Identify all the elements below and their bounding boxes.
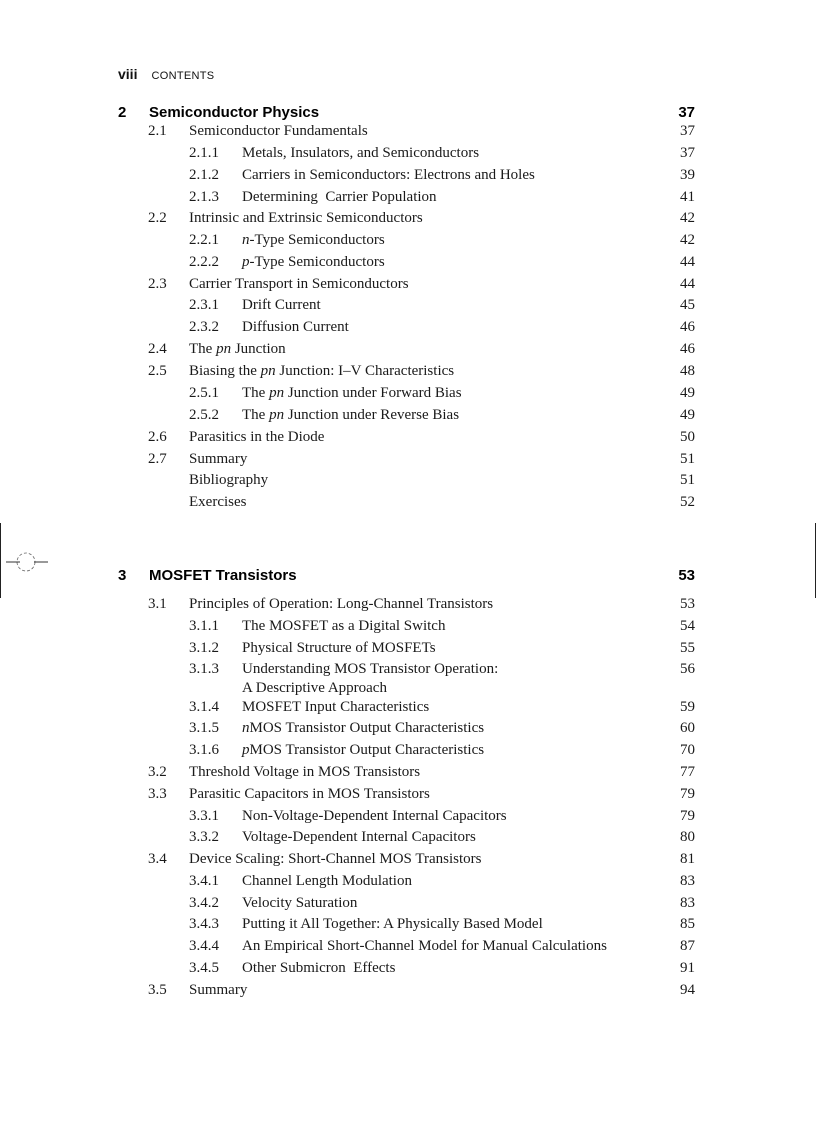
entry-page: 42 — [680, 232, 695, 248]
entry-title: Non-Voltage-Dependent Internal Capacitors — [242, 808, 507, 824]
entry-number: 2.1 — [148, 123, 167, 139]
entry-number: 2.1.3 — [189, 189, 219, 205]
toc-entry — [0, 167, 816, 187]
entry-number: 3.3 — [148, 786, 167, 802]
toc-entry-continuation — [0, 680, 816, 700]
entry-title: Carrier Transport in Semiconductors — [189, 276, 409, 292]
toc-entry — [0, 189, 816, 209]
entry-title-line2: A Descriptive Approach — [242, 680, 387, 696]
entry-page: 94 — [680, 982, 695, 998]
entry-number: 3.2 — [148, 764, 167, 780]
entry-number: 2.7 — [148, 451, 167, 467]
entry-page: 51 — [680, 451, 695, 467]
toc-entry — [0, 640, 816, 660]
entry-title: Summary — [189, 982, 248, 998]
entry-page: 55 — [680, 640, 695, 656]
entry-page: 83 — [680, 873, 695, 889]
entry-page: 42 — [680, 210, 695, 226]
page-number: viii — [118, 66, 138, 82]
entry-title: n-Type Semiconductors — [242, 232, 385, 248]
toc-entry — [0, 341, 816, 361]
entry-page: 83 — [680, 895, 695, 911]
entry-page: 51 — [680, 472, 695, 488]
entry-number: 2.5.1 — [189, 385, 219, 401]
entry-number: 3.3.2 — [189, 829, 219, 845]
entry-title: Channel Length Modulation — [242, 873, 412, 889]
toc-entry — [0, 254, 816, 274]
entry-page: 53 — [680, 596, 695, 612]
entry-number: 2.3.2 — [189, 319, 219, 335]
toc-entry — [0, 764, 816, 784]
toc-entry — [0, 786, 816, 806]
entry-title: The pn Junction under Reverse Bias — [242, 407, 460, 423]
toc-entry — [0, 742, 816, 762]
toc-entry — [0, 363, 816, 383]
entry-page: 46 — [680, 341, 695, 357]
entry-page: 87 — [680, 938, 695, 954]
entry-title: nMOS Transistor Output Characteristics — [242, 720, 485, 736]
toc-entry — [0, 895, 816, 915]
entry-number: 2.1.2 — [189, 167, 219, 183]
entry-page: 54 — [680, 618, 695, 634]
entry-page: 70 — [680, 742, 695, 758]
entry-number: 3.4.5 — [189, 960, 219, 976]
entry-page: 81 — [680, 851, 695, 867]
entry-page: 48 — [680, 363, 695, 379]
chapter-page: 53 — [678, 567, 695, 584]
toc-entry — [0, 661, 816, 681]
entry-page: 77 — [680, 764, 695, 780]
toc-entry — [0, 429, 816, 449]
entry-title: Parasitic Capacitors in MOS Transistors — [189, 786, 430, 802]
entry-number: 3.1.5 — [189, 720, 219, 736]
toc-entry — [0, 232, 816, 252]
crop-mark-left — [0, 523, 1, 598]
running-head: CONTENTS — [151, 70, 215, 82]
entry-number: 3.1.3 — [189, 661, 219, 677]
entry-number: 2.2.1 — [189, 232, 219, 248]
entry-page: 44 — [680, 254, 695, 270]
entry-number: 2.2 — [148, 210, 167, 226]
entry-title: Summary — [189, 451, 248, 467]
entry-number: 2.6 — [148, 429, 167, 445]
toc-entry — [0, 720, 816, 740]
entry-title: Metals, Insulators, and Semiconductors — [242, 145, 480, 161]
chapter-title: MOSFET Transistors — [149, 567, 297, 584]
toc-entry — [0, 699, 816, 719]
entry-title: Diffusion Current — [242, 319, 349, 335]
entry-number: 3.3.1 — [189, 808, 219, 824]
toc-entry — [0, 451, 816, 471]
entry-number: 3.1.2 — [189, 640, 219, 656]
entry-title: Determining Carrier Population — [242, 189, 437, 205]
toc-entry — [0, 145, 816, 165]
entry-title: Voltage-Dependent Internal Capacitors — [242, 829, 476, 845]
toc-entry — [0, 494, 816, 514]
entry-title: The pn Junction under Forward Bias — [242, 385, 462, 401]
entry-title: Understanding MOS Transistor Operation: — [242, 661, 499, 677]
entry-page: 49 — [680, 385, 695, 401]
entry-page: 39 — [680, 167, 695, 183]
entry-title: Other Submicron Effects — [242, 960, 396, 976]
entry-title: Parasitics in the Diode — [189, 429, 325, 445]
chapter-title: Semiconductor Physics — [149, 104, 320, 121]
entry-page: 41 — [680, 189, 695, 205]
toc-entry — [0, 472, 816, 492]
entry-page: 60 — [680, 720, 695, 736]
entry-title: Threshold Voltage in MOS Transistors — [189, 764, 421, 780]
toc-entry — [0, 210, 816, 230]
toc-entry — [0, 596, 816, 616]
entry-title: Exercises — [189, 494, 247, 510]
entry-title: The MOSFET as a Digital Switch — [242, 618, 446, 634]
toc-entry — [0, 385, 816, 405]
entry-page: 52 — [680, 494, 695, 510]
entry-title: Semiconductor Fundamentals — [189, 123, 368, 139]
running-header — [118, 66, 214, 84]
entry-title: Velocity Saturation — [242, 895, 358, 911]
entry-title: Bibliography — [189, 472, 269, 488]
entry-number: 3.1.4 — [189, 699, 219, 715]
toc-entry — [0, 319, 816, 339]
toc-entry — [0, 982, 816, 1002]
entry-number: 3.1.6 — [189, 742, 219, 758]
toc-entry — [0, 276, 816, 296]
entry-title: Principles of Operation: Long-Channel Transistors — [189, 596, 494, 612]
entry-page: 49 — [680, 407, 695, 423]
chapter-page: 37 — [678, 104, 695, 121]
entry-number: 3.5 — [148, 982, 167, 998]
entry-page: 91 — [680, 960, 695, 976]
entry-number: 2.5.2 — [189, 407, 219, 423]
entry-number: 2.3.1 — [189, 297, 219, 313]
toc-entry — [0, 808, 816, 828]
entry-title: MOSFET Input Characteristics — [242, 699, 430, 715]
entry-page: 37 — [680, 123, 695, 139]
entry-title: Biasing the pn Junction: I–V Characteristics — [189, 363, 455, 379]
entry-title: Device Scaling: Short-Channel MOS Transistors — [189, 851, 482, 867]
entry-page: 79 — [680, 786, 695, 802]
entry-number: 2.1.1 — [189, 145, 219, 161]
toc-entry — [0, 851, 816, 871]
toc-entry — [0, 123, 816, 143]
toc-entry — [0, 873, 816, 893]
chapter-heading — [0, 104, 816, 124]
entry-page: 85 — [680, 916, 695, 932]
toc-entry — [0, 916, 816, 936]
entry-page: 44 — [680, 276, 695, 292]
entry-page: 45 — [680, 297, 695, 313]
registration-mark-icon — [6, 550, 48, 574]
entry-title: Drift Current — [242, 297, 321, 313]
toc-entry — [0, 618, 816, 638]
entry-title: An Empirical Short-Channel Model for Manual Calculations — [242, 938, 607, 954]
toc-entry — [0, 829, 816, 849]
entry-page: 79 — [680, 808, 695, 824]
chapter-number: 2 — [118, 104, 127, 121]
entry-title: p-Type Semiconductors — [242, 254, 385, 270]
entry-title: pMOS Transistor Output Characteristics — [242, 742, 485, 758]
entry-page: 80 — [680, 829, 695, 845]
entry-page: 56 — [680, 661, 695, 677]
entry-page: 50 — [680, 429, 695, 445]
chapter-number: 3 — [118, 567, 127, 584]
entry-number: 3.4.2 — [189, 895, 219, 911]
toc-entry — [0, 297, 816, 317]
entry-number: 3.1 — [148, 596, 167, 612]
entry-number: 3.1.1 — [189, 618, 219, 634]
entry-title: Intrinsic and Extrinsic Semiconductors — [189, 210, 423, 226]
toc-entry — [0, 407, 816, 427]
toc-entry — [0, 960, 816, 980]
entry-number: 2.3 — [148, 276, 167, 292]
entry-page: 46 — [680, 319, 695, 335]
entry-number: 3.4.3 — [189, 916, 219, 932]
entry-title: Physical Structure of MOSFETs — [242, 640, 436, 656]
entry-number: 2.5 — [148, 363, 167, 379]
entry-number: 3.4 — [148, 851, 167, 867]
entry-page: 59 — [680, 699, 695, 715]
entry-title: Carriers in Semiconductors: Electrons and Holes — [242, 167, 535, 183]
entry-number: 3.4.1 — [189, 873, 219, 889]
entry-number: 2.4 — [148, 341, 167, 357]
entry-number: 3.4.4 — [189, 938, 219, 954]
chapter-heading — [0, 567, 816, 587]
entry-title: Putting it All Together: A Physically Based Model — [242, 916, 543, 932]
entry-number: 2.2.2 — [189, 254, 219, 270]
toc-entry — [0, 938, 816, 958]
entry-page: 37 — [680, 145, 695, 161]
entry-title: The pn Junction — [189, 341, 286, 357]
